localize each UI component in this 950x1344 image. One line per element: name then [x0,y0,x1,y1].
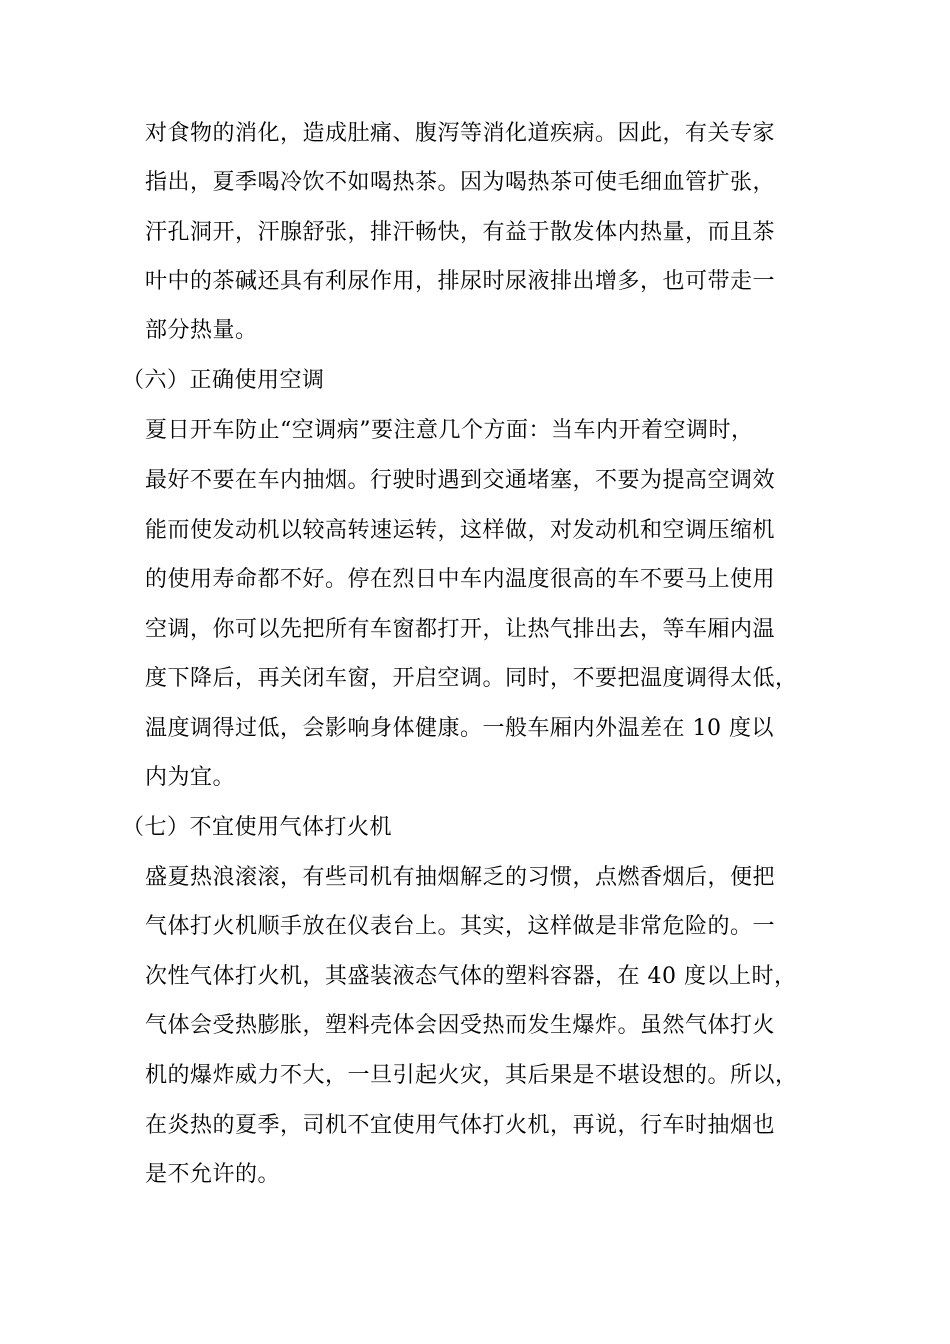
paragraph-line: 汗孔洞开，汗腺舒张，排汗畅快，有益于散发体内热量，而且茶 [145,220,776,245]
section-heading-gas-lighter: （七）不宜使用气体打火机 [122,815,393,840]
paragraph-line: 在炎热的夏季，司机不宜使用气体打火机，再说，行车时抽烟也 [145,1113,776,1138]
paragraph-line: 对食物的消化，造成肚痛、腹泻等消化道疾病。因此，有关专家 [145,121,776,146]
paragraph-line: 空调，你可以先把所有车窗都打开，让热气排出去，等车厢内温 [145,617,776,642]
paragraph-line: 能而使发动机以较高转速运转，这样做，对发动机和空调压缩机 [145,518,776,543]
paragraph-line: 是不允许的。 [145,1162,281,1187]
paragraph-line: 夏日开车防止“空调病”要注意几个方面：当车内开着空调时， [145,418,754,443]
paragraph-line: 的使用寿命都不好。停在烈日中车内温度很高的车不要马上使用 [145,567,776,592]
paragraph-line: 次性气体打火机，其盛装液态气体的塑料容器，在 40 度以上时， [145,964,797,989]
section-heading-air-conditioning: （六）正确使用空调 [122,368,325,393]
paragraph-line: 指出，夏季喝冷饮不如喝热茶。因为喝热茶可使毛细血管扩张， [145,170,776,195]
paragraph-line: 内为宜。 [145,765,236,790]
paragraph-line: 度下降后，再关闭车窗，开启空调。同时，不要把温度调得太低， [145,666,798,691]
paragraph-line: 最好不要在车内抽烟。行驶时遇到交通堵塞，不要为提高空调效 [145,468,776,493]
paragraph-line: 气体打火机顺手放在仪表台上。其实，这样做是非常危险的。一 [145,914,776,939]
paragraph-line: 叶中的茶碱还具有利尿作用，排尿时尿液排出增多，也可带走一 [145,269,776,294]
paragraph-line: 温度调得过低，会影响身体健康。一般车厢内外温差在 10 度以 [145,716,774,741]
paragraph-line: 盛夏热浪滚滚，有些司机有抽烟解乏的习惯，点燃香烟后，便把 [145,865,776,890]
paragraph-line: 气体会受热膨胀，塑料壳体会因受热而发生爆炸。虽然气体打火 [145,1013,776,1038]
paragraph-line: 部分热量。 [145,318,258,343]
paragraph-line: 机的爆炸威力不大，一旦引起火灾，其后果是不堪设想的。所以， [145,1063,798,1088]
